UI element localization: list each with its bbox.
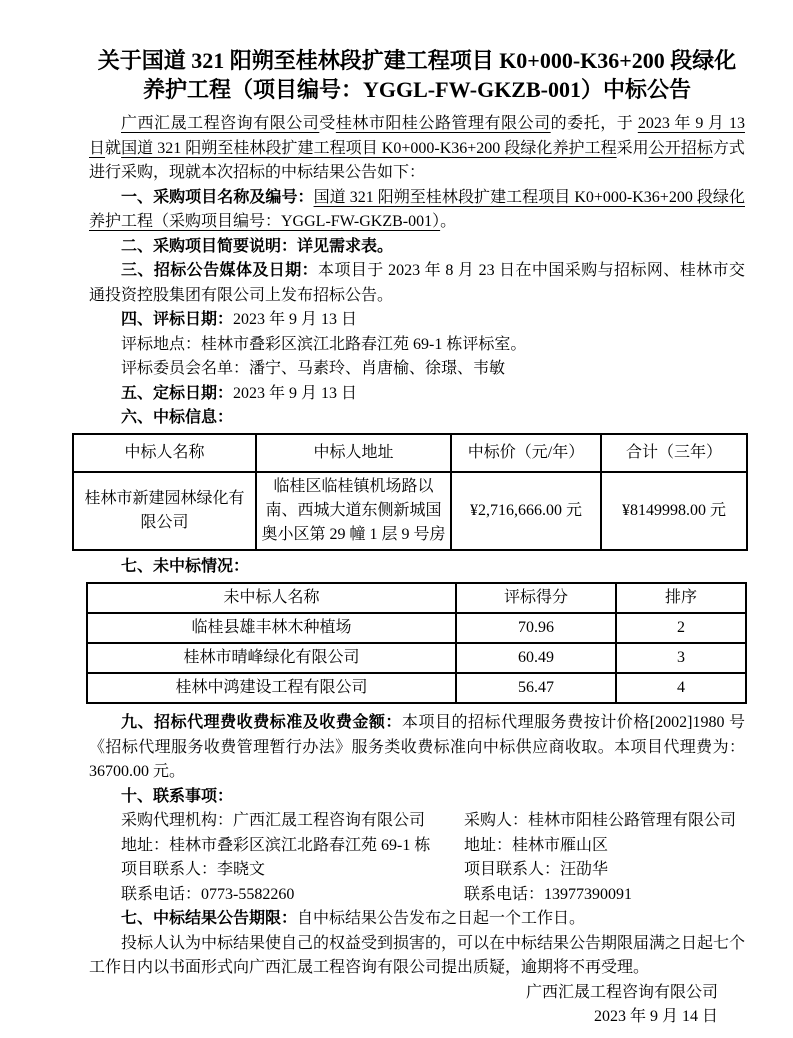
intro-text: 就 [105,139,122,157]
losers-header-name: 未中标人名称 [87,583,456,613]
winner-header-price: 中标价（元/年） [451,434,601,472]
winner-price-cell: ¥2,716,666.00 元 [451,472,601,550]
loser-score-cell: 60.49 [456,643,616,673]
section-1-label: 一、采购项目名称及编号： [121,188,314,206]
section-5-content: 2023 年 9 月 13 日 [233,384,358,402]
contact-purchaser-address: 地址：桂林市雁山区 [464,836,609,854]
loser-score-cell: 56.47 [456,673,616,703]
winner-address-cell: 临桂区临桂镇机场路以南、西城大道东侧新城国奥小区第 29 幢 1 层 9 号房 [256,472,451,550]
losers-table-row [87,643,746,673]
losers-table-header-row [87,583,746,613]
objection-paragraph: 投标人认为中标结果使自己的权益受到损害的，可以在中标结果公告期限届满之日起七个工作日内以书面形式向广西汇晟工程咨询有限公司提出质疑，逾期将不再受理。 [89,934,746,976]
losers-table [86,582,747,704]
section-2-label: 二、采购项目简要说明： [121,237,298,255]
section-7-losers [89,555,745,580]
contact-agency-phone: 联系电话：0773-5582260 [121,885,295,903]
section-9-agency-fee [89,711,745,785]
winner-name-cell: 桂林市新建园林绿化有限公司 [73,472,256,550]
loser-score-cell: 70.96 [456,613,616,643]
loser-rank-cell: 2 [616,613,746,643]
losers-header-rank: 排序 [616,583,746,613]
losers-table-row [87,673,746,703]
page-title: 关于国道 321 阳朔至桂林段扩建工程项目 K0+000-K36+200 段绿化养护工程（项目编号：YGGL-FW-GKZB-001）中标公告 [97,48,737,102]
section-6-label: 六、中标信息： [121,409,234,426]
contact-row [89,809,745,834]
section-1-tail: 。 [440,213,457,230]
contact-row [89,858,745,883]
section-11-content: 自中标结果公告发布之日起一个工作日。 [297,910,586,927]
section-2-content: 详见需求表。 [297,237,394,255]
contact-agency-address: 地址：桂林市叠彩区滨江北路春江苑 69-1 栋 [121,836,431,854]
winner-table-row [73,472,747,550]
section-11-announce-period [89,907,745,932]
contact-block [89,809,745,907]
section-3-label: 三、招标公告媒体及日期： [121,262,319,279]
losers-header-score: 评标得分 [456,583,616,613]
evaluation-committee: 评标委员会名单：潘宁、马素玲、肖唐榆、徐璟、韦敏 [121,360,506,377]
winner-header-total: 合计（三年） [601,434,747,472]
evaluation-place: 评标地点：桂林市叠彩区滨江北路春江苑 69-1 栋评标室。 [121,335,527,353]
section-5-award-date [89,382,745,407]
contact-row [89,834,745,859]
project-name: 国道 321 阳朔至桂林段扩建工程项目 K0+000-K36+200 段绿化养护工程 [121,139,617,157]
winner-header-address: 中标人地址 [256,434,451,472]
section-1-project-name [89,186,745,235]
winner-table-header-row [73,434,747,472]
section-6-winner-info [89,406,745,431]
section-10-contacts [89,785,745,810]
intro-text: 采用 [616,139,649,157]
intro-text: 的委托，于 [550,115,638,132]
section-1-content: 国道 321 阳朔至桂林段扩建工程项目 K0+000-K36+200 段绿化养护工程（采购项目编号：YGGL-FW-GKZB-001） [89,188,745,230]
winner-total-cell: ¥8149998.00 元 [601,472,747,550]
section-2-summary [89,235,745,260]
loser-name-cell: 临桂县雄丰林木种植场 [87,613,456,643]
section-11-label: 七、中标结果公告期限： [121,910,298,927]
loser-name-cell: 桂林市晴峰绿化有限公司 [87,643,456,673]
procurement-date: 2023 年 9 月 13 日 [89,115,745,157]
section-3-content: 本项目于 2023 年 8 月 23 日在中国采购与招标网、桂林市交通投资控股集团有限公司上发布招标公告。 [89,262,745,304]
purchaser-name: 桂林市阳桂公路管理有限公司 [335,115,551,132]
agency-name: 广西汇晟工程咨询有限公司 [121,115,320,132]
section-3-media-date [89,259,745,308]
winner-header-name: 中标人名称 [73,434,256,472]
contact-purchaser-person: 项目联系人：汪劭华 [464,861,609,878]
contact-row [89,883,745,908]
signature-date: 2023 年 9 月 14 日 [593,1008,718,1025]
contact-purchaser-phone: 联系电话：13977390091 [464,885,633,903]
intro-paragraph [89,112,745,186]
winner-table [72,433,748,551]
signature: 广西汇晟工程咨询有限公司 [525,983,718,1001]
losers-table-row [87,613,746,643]
intro-text: 受 [319,115,336,132]
section-10-label: 十、联系事项： [121,787,234,805]
procurement-method: 公开招标 [648,139,713,157]
section-4-content: 2023 年 9 月 13 日 [233,311,358,328]
section-4-evaluation-date [89,308,745,333]
contact-agency-person: 项目联系人：李晓文 [121,861,266,878]
contact-purchaser: 采购人：桂林市阳桂公路管理有限公司 [464,812,737,829]
section-4-label: 四、评标日期： [121,311,234,328]
loser-name-cell: 桂林中鸿建设工程有限公司 [87,673,456,703]
section-5-label: 五、定标日期： [121,384,234,402]
intro-text: 方式进行采购，现就本次招标的中标结果公告如下： [89,139,745,181]
section-9-label: 九、招标代理费收费标准及收费金额： [121,714,402,731]
contact-agency: 采购代理机构：广西汇晟工程咨询有限公司 [121,812,426,829]
loser-rank-cell: 4 [616,673,746,703]
section-7-label: 七、未中标情况： [121,557,250,575]
loser-rank-cell: 3 [616,643,746,673]
section-9-content: 本项目的招标代理服务费按计价格[2002]1980 号《招标代理服务收费管理暂行办法》服务类收费标准向中标供应商收取。本项目代理费为：36700.00 元。 [89,714,745,780]
